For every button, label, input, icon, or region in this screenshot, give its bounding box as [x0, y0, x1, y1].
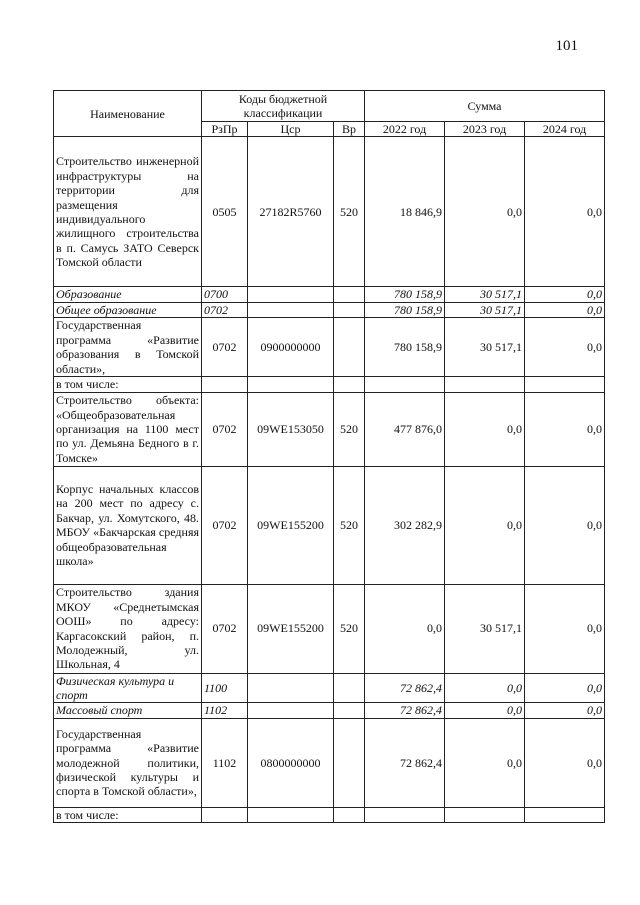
header-name: Наименование — [54, 91, 202, 137]
row-2024 — [525, 807, 605, 822]
row-csr — [248, 287, 334, 302]
row-vr — [334, 673, 365, 703]
row-rzpr: 0700 — [202, 287, 248, 302]
row-rzpr: 0702 — [202, 584, 248, 673]
row-2022: 72 862,4 — [365, 718, 445, 807]
row-csr: 09WE155200 — [248, 466, 334, 584]
row-csr — [248, 302, 334, 317]
row-name: Строительство инженерной инфраструктуры на территории для размещения индивидуального жилищного строительства в п. Самусь ЗАТО Северск Томской области — [54, 137, 202, 287]
row-name: Государственная программа «Развитие молодежной политики, физической культуры и спорта в Томской области», — [54, 718, 202, 807]
row-2023: 0,0 — [445, 137, 525, 287]
header-vr: Вр — [334, 122, 365, 137]
row-2023: 0,0 — [445, 718, 525, 807]
row-rzpr — [202, 807, 248, 822]
table-row — [54, 287, 605, 302]
row-name: Государственная программа «Развитие образования в Томской области», — [54, 318, 202, 377]
row-2023: 30 517,1 — [445, 302, 525, 317]
row-csr: 09WE155200 — [248, 584, 334, 673]
row-vr — [334, 703, 365, 718]
header-row-top — [54, 91, 605, 122]
row-2023 — [445, 377, 525, 392]
header-sum: Сумма — [365, 91, 605, 122]
row-rzpr: 1100 — [202, 673, 248, 703]
header-rzpr: РзПр — [202, 122, 248, 137]
table-row — [54, 392, 605, 466]
row-name: в том числе: — [54, 377, 202, 392]
row-rzpr: 1102 — [202, 703, 248, 718]
row-2022 — [365, 377, 445, 392]
row-csr — [248, 807, 334, 822]
row-2024: 0,0 — [525, 302, 605, 317]
row-vr — [334, 318, 365, 377]
row-csr: 09WE153050 — [248, 392, 334, 466]
header-csr: Цср — [248, 122, 334, 137]
row-rzpr: 0702 — [202, 302, 248, 317]
row-2022: 0,0 — [365, 584, 445, 673]
row-2022: 72 862,4 — [365, 673, 445, 703]
row-csr — [248, 377, 334, 392]
table-row — [54, 718, 605, 807]
row-2023: 0,0 — [445, 703, 525, 718]
row-2022: 18 846,9 — [365, 137, 445, 287]
row-2022 — [365, 807, 445, 822]
row-csr — [248, 673, 334, 703]
row-2023: 0,0 — [445, 392, 525, 466]
row-2022: 477 876,0 — [365, 392, 445, 466]
row-csr: 0800000000 — [248, 718, 334, 807]
table-row — [54, 137, 605, 287]
row-2023: 30 517,1 — [445, 584, 525, 673]
row-csr: 27182R5760 — [248, 137, 334, 287]
row-rzpr: 0702 — [202, 318, 248, 377]
row-2024: 0,0 — [525, 673, 605, 703]
row-2024: 0,0 — [525, 392, 605, 466]
table-row — [54, 377, 605, 392]
row-2022: 302 282,9 — [365, 466, 445, 584]
row-2024 — [525, 377, 605, 392]
row-vr — [334, 302, 365, 317]
header-2023: 2023 год — [445, 122, 525, 137]
row-rzpr: 1102 — [202, 718, 248, 807]
row-2024: 0,0 — [525, 466, 605, 584]
row-csr: 0900000000 — [248, 318, 334, 377]
row-2024: 0,0 — [525, 718, 605, 807]
row-2022: 72 862,4 — [365, 703, 445, 718]
row-vr: 520 — [334, 584, 365, 673]
header-codes: Коды бюджетной классификации — [202, 91, 365, 122]
table-row — [54, 466, 605, 584]
table-row — [54, 584, 605, 673]
row-2023: 30 517,1 — [445, 287, 525, 302]
row-2023: 0,0 — [445, 673, 525, 703]
row-2022: 780 158,9 — [365, 318, 445, 377]
row-name: в том числе: — [54, 807, 202, 822]
row-vr — [334, 287, 365, 302]
row-2024: 0,0 — [525, 137, 605, 287]
row-2024: 0,0 — [525, 584, 605, 673]
row-vr — [334, 377, 365, 392]
row-rzpr: 0505 — [202, 137, 248, 287]
row-name: Массовый спорт — [54, 703, 202, 718]
row-name: Образование — [54, 287, 202, 302]
budget-table — [53, 90, 605, 823]
header-2022: 2022 год — [365, 122, 445, 137]
row-rzpr: 0702 — [202, 392, 248, 466]
row-name: Строительство здания МКОУ «Среднетымская ООШ» по адресу: Каргасокский район, п. Молодежный, ул. Школьная, 4 — [54, 584, 202, 673]
row-name: Общее образование — [54, 302, 202, 317]
row-2024: 0,0 — [525, 318, 605, 377]
row-name: Корпус начальных классов на 200 мест по адресу с. Бакчар, ул. Хомутского, 48. МБОУ «Бакчарская средняя общеобразовательная школа» — [54, 466, 202, 584]
row-2022: 780 158,9 — [365, 302, 445, 317]
row-2024: 0,0 — [525, 287, 605, 302]
row-2023: 30 517,1 — [445, 318, 525, 377]
row-vr: 520 — [334, 392, 365, 466]
row-name: Физическая культура и спорт — [54, 673, 202, 703]
row-2023 — [445, 807, 525, 822]
row-vr — [334, 807, 365, 822]
table-row — [54, 673, 605, 703]
page-number: 101 — [555, 38, 578, 54]
header-2024: 2024 год — [525, 122, 605, 137]
row-rzpr: 0702 — [202, 466, 248, 584]
row-2024: 0,0 — [525, 703, 605, 718]
row-2022: 780 158,9 — [365, 287, 445, 302]
row-vr — [334, 718, 365, 807]
table-row — [54, 302, 605, 317]
row-2023: 0,0 — [445, 466, 525, 584]
row-rzpr — [202, 377, 248, 392]
table-row — [54, 318, 605, 377]
table-row — [54, 807, 605, 822]
row-vr: 520 — [334, 137, 365, 287]
row-csr — [248, 703, 334, 718]
row-vr: 520 — [334, 466, 365, 584]
table-row — [54, 703, 605, 718]
row-name: Строительство объекта: «Общеобразовательная организация на 1100 мест по ул. Демьяна Бедного в г. Томске» — [54, 392, 202, 466]
